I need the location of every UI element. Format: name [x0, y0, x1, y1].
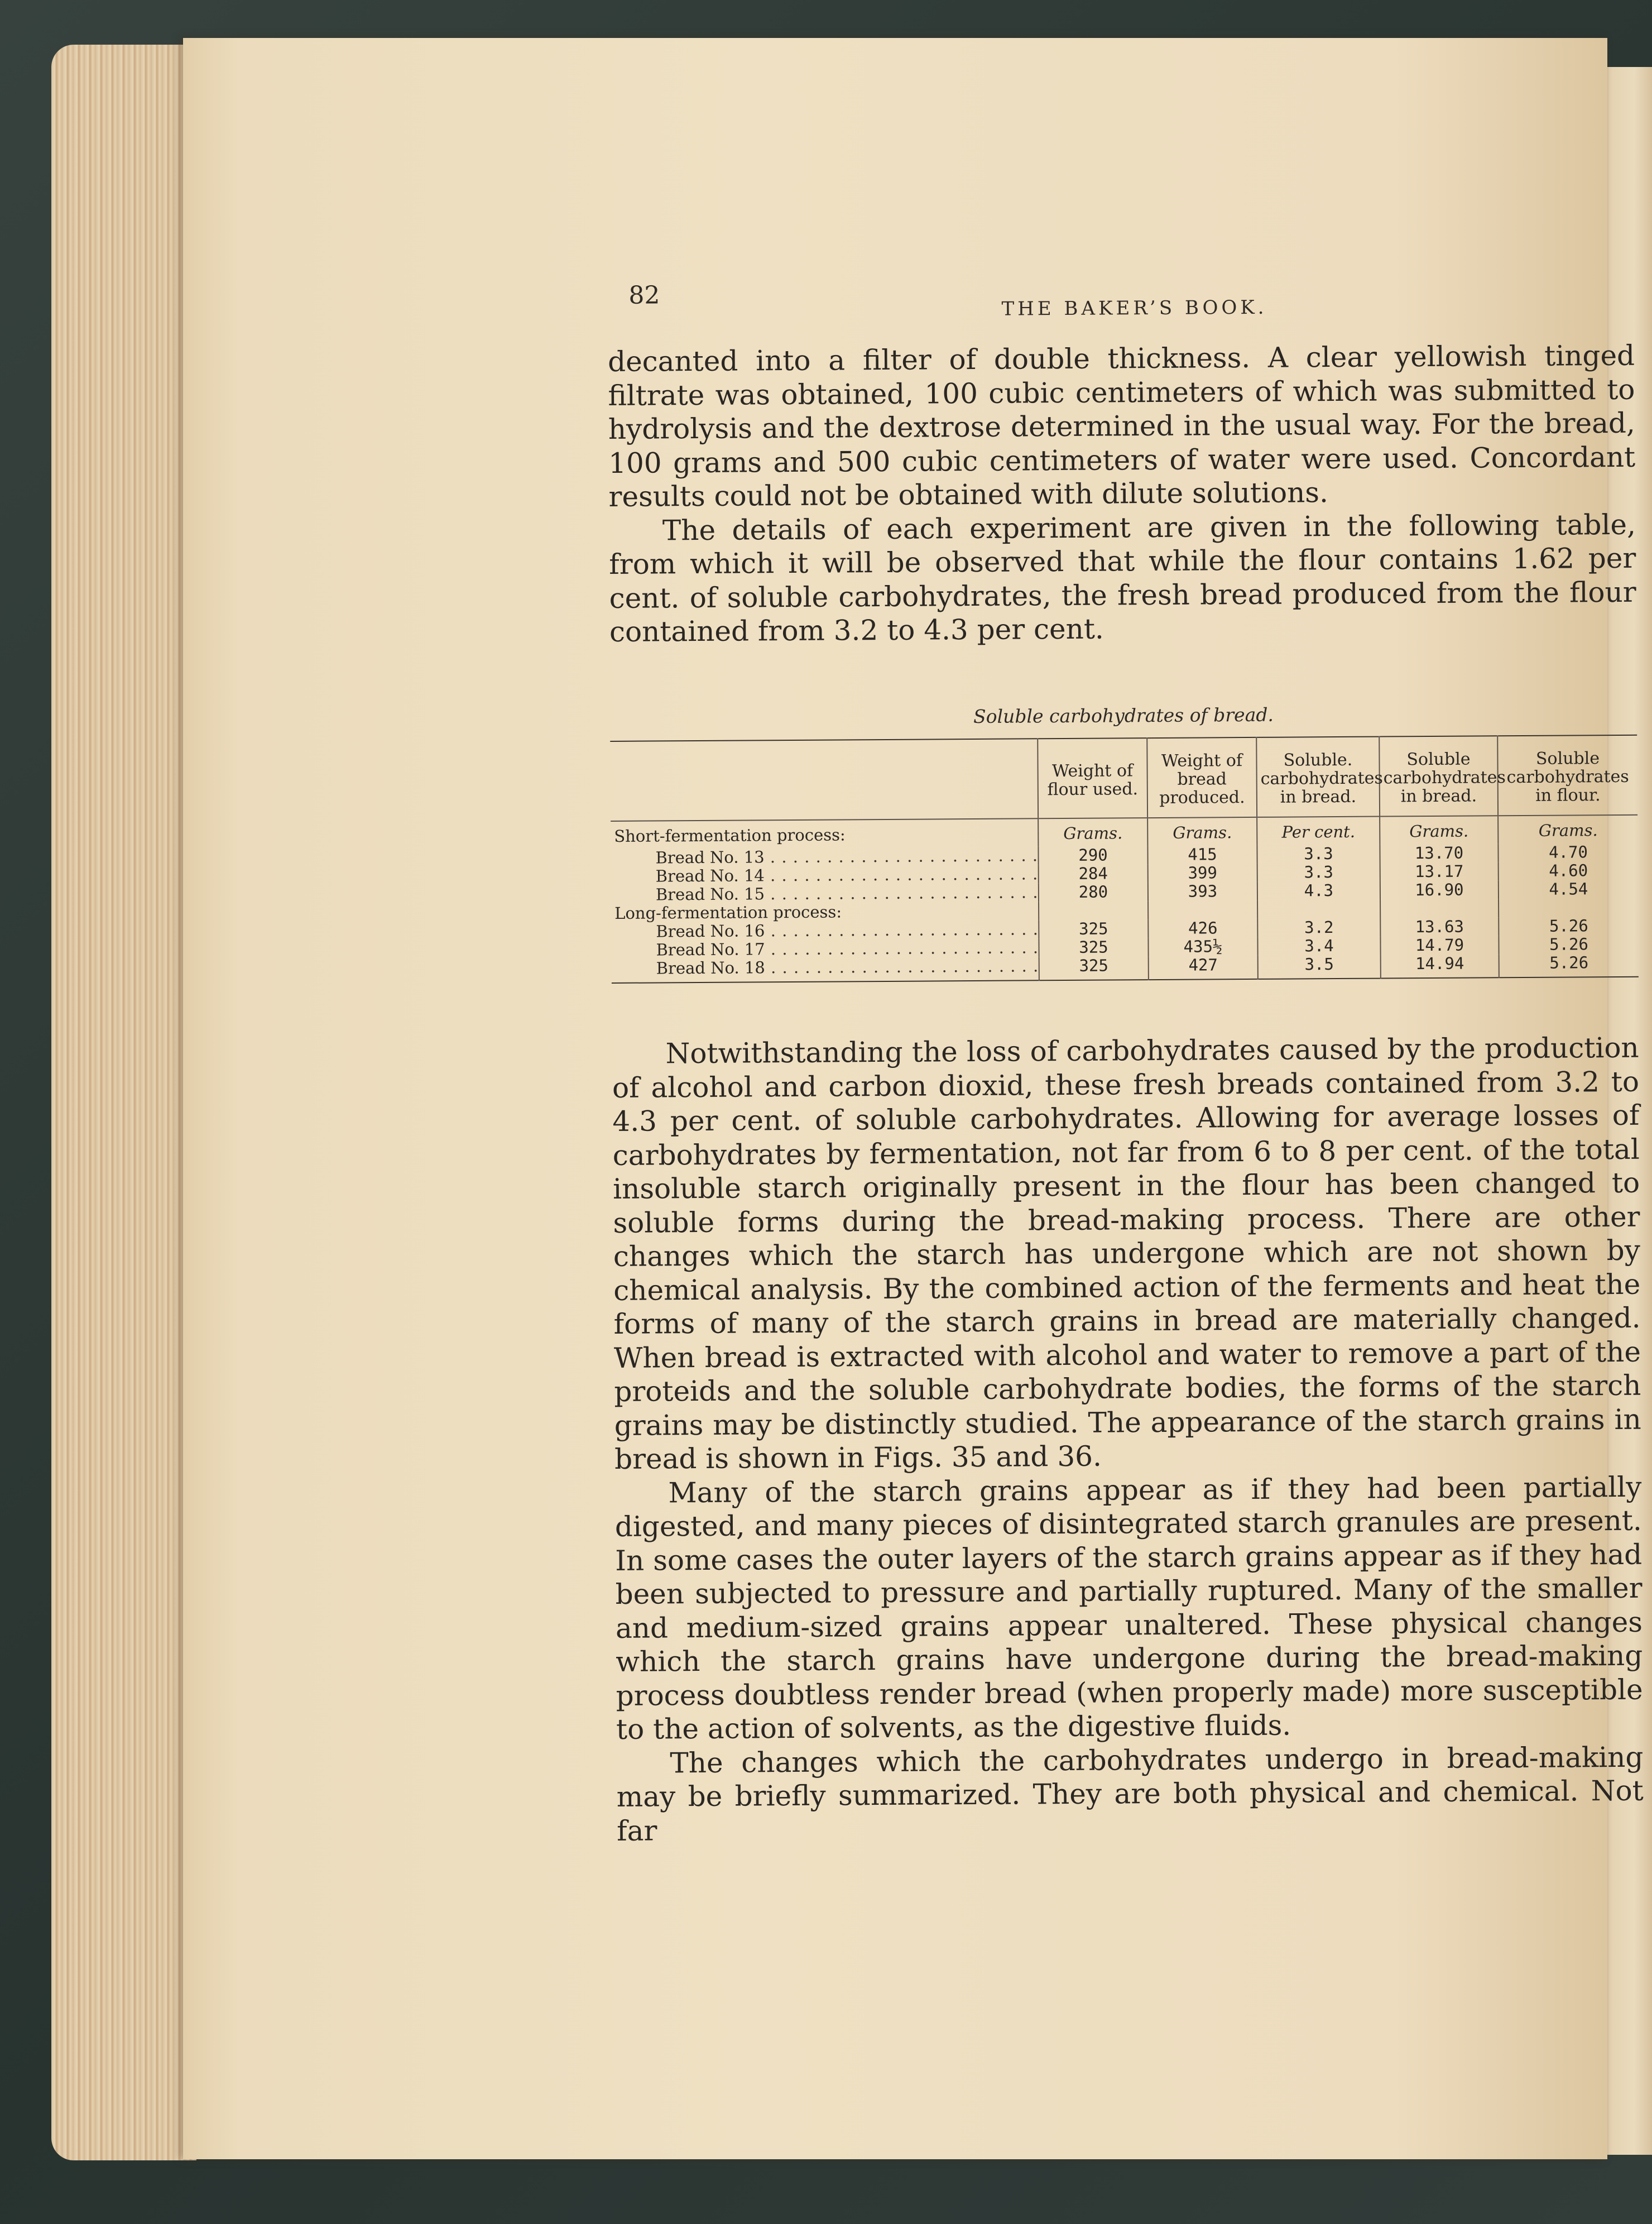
carbohydrates-table [610, 735, 1639, 984]
paragraph: Many of the starch grains appear as if they had been partially digested, and many pieces of disintegrated starch granules are present. In some cases the outer layers of the starch grains appear as if they had been subjected to pressure and partially ruptured. Many of the smaller and medium-sized grains appear unaltered. These physical changes which the starch grains have undergone during the bread-making process doubtless render bread (when properly made) more susceptible to the action of solvents, as the digestive fluids. [614, 1470, 1643, 1746]
column-header: Weight of bread produced. [1147, 737, 1257, 818]
table-header-row [610, 735, 1637, 821]
row-label: Bread No. 15 . . . [611, 883, 1039, 904]
table-cell: 3.4 [1257, 937, 1380, 956]
book-page [183, 38, 1644, 2159]
table-cell: 3.2 [1257, 918, 1380, 937]
body-text-bottom [612, 1031, 1644, 1848]
table-cell: 325 [1039, 956, 1149, 980]
page-number: 82 [628, 281, 660, 310]
paragraph: Notwithstanding the loss of carbohydrates caused by the production of alcohol and carbon dioxid, these fresh breads contained from 3.2 to 4.3 per cent. of soluble carbohydrates. Allowing for average losses of carbohydrates by fermentation, not far from 6 to 8 per cent. of the total insoluble starch originally present in the flour has been changed to soluble forms during the bread-making process. There are other changes which the starch has undergone which are not shown by chemical analysis. By the combined action of the ferments and heat the forms of many of the starch grains in bread are materially changed. When bread is extracted with alcohol and water to remove a part of the proteids and the soluble carbohydrate bodies, the forms of the starch grains may be distinctly studied. The appearance of the starch grains in bread is shown in Figs. 35 and 36. [612, 1031, 1641, 1475]
paragraph: The details of each experiment are given in the following table, from which it will be observed that while the flour contains 1.62 per cent. of soluble carbohydrates, the fresh bread produced from the flour contained from 3.2 to 4.3 per cent. [609, 508, 1636, 648]
row-label: Bread No. 17 . . . [611, 938, 1039, 960]
table-cell: 284 [1039, 864, 1148, 883]
table-cell: 13.70 [1380, 843, 1498, 862]
table-caption: Soluble carbohydrates of bread. [973, 703, 1274, 728]
table-cell: 325 [1039, 938, 1148, 957]
table-cell: 427 [1149, 956, 1258, 980]
table-cell: 3.5 [1258, 955, 1381, 979]
table-container [610, 702, 1639, 984]
table-cell: 3.3 [1257, 863, 1380, 882]
group-label: Short-fermentation process: [614, 825, 846, 846]
paragraph: decanted into a filter of double thickness. A clear yellowish tinged filtrate was obtained, 100 cubic centimeters of which was submitted to hydrolysis and the dextrose determined in the usual way. For the bread, 100 grams and 500 cubic centimeters of water were used. Concordant results could not be obtained with dilute solutions. [607, 339, 1636, 513]
column-header: Soluble. carbohydrates in bread. [1256, 737, 1380, 817]
table-cell: 4.3 [1257, 881, 1380, 900]
row-label: Bread No. 14 . . . [611, 865, 1039, 886]
table-cell: 14.94 [1381, 954, 1499, 978]
paragraph: The changes which the carbohydrates undergo in bread-making may be briefly summarized. They are both physical and chemical. Not far [616, 1741, 1644, 1847]
table-cell: 13.63 [1380, 917, 1499, 936]
table-cell: 16.90 [1380, 880, 1499, 899]
body-text-top [608, 339, 1636, 649]
table-cell: 5.26 [1499, 935, 1638, 955]
column-header: Soluble carbohydrates in flour. [1497, 735, 1637, 816]
table-cell: 325 [1039, 919, 1148, 938]
text-block [607, 255, 1644, 1847]
table-cell: 393 [1148, 882, 1257, 901]
unit-label: Grams. [1498, 815, 1637, 844]
table-cell: 415 [1147, 845, 1257, 864]
table-cell: 5.26 [1499, 953, 1639, 978]
table-cell: 290 [1038, 846, 1147, 865]
row-label: Bread No. 16 . . . [611, 920, 1039, 941]
table-cell: 426 [1148, 919, 1257, 938]
unit-label: Grams. [1380, 816, 1498, 844]
table-cell: 435½ [1148, 937, 1257, 956]
unit-label: Per cent. [1257, 817, 1380, 845]
table-cell: 14.79 [1380, 936, 1499, 955]
table-cell: 4.54 [1499, 880, 1638, 899]
table-cell: 399 [1148, 864, 1257, 883]
unit-label: Grams. [1038, 818, 1147, 846]
running-head: THE BAKER’S BOOK. [1001, 296, 1267, 320]
table-cell: 280 [1039, 883, 1148, 902]
table-cell: 4.70 [1498, 843, 1637, 862]
row-label: Bread No. 18 . . . [612, 957, 1039, 983]
unit-label: Grams. [1147, 817, 1257, 846]
column-header: Soluble carbohydrates in bread. [1379, 736, 1498, 816]
page-edges [51, 45, 196, 2160]
table-cell: 5.26 [1499, 917, 1638, 936]
column-header: Weight of flour used. [1038, 738, 1147, 818]
table-cell: 4.60 [1499, 861, 1638, 881]
table-cell: 3.3 [1257, 845, 1380, 864]
row-label: Bread No. 13 . . . [611, 846, 1038, 867]
table-cell: 13.17 [1380, 862, 1499, 881]
stub-header [610, 739, 1038, 821]
group-label: Long-fermentation process: [614, 902, 842, 923]
